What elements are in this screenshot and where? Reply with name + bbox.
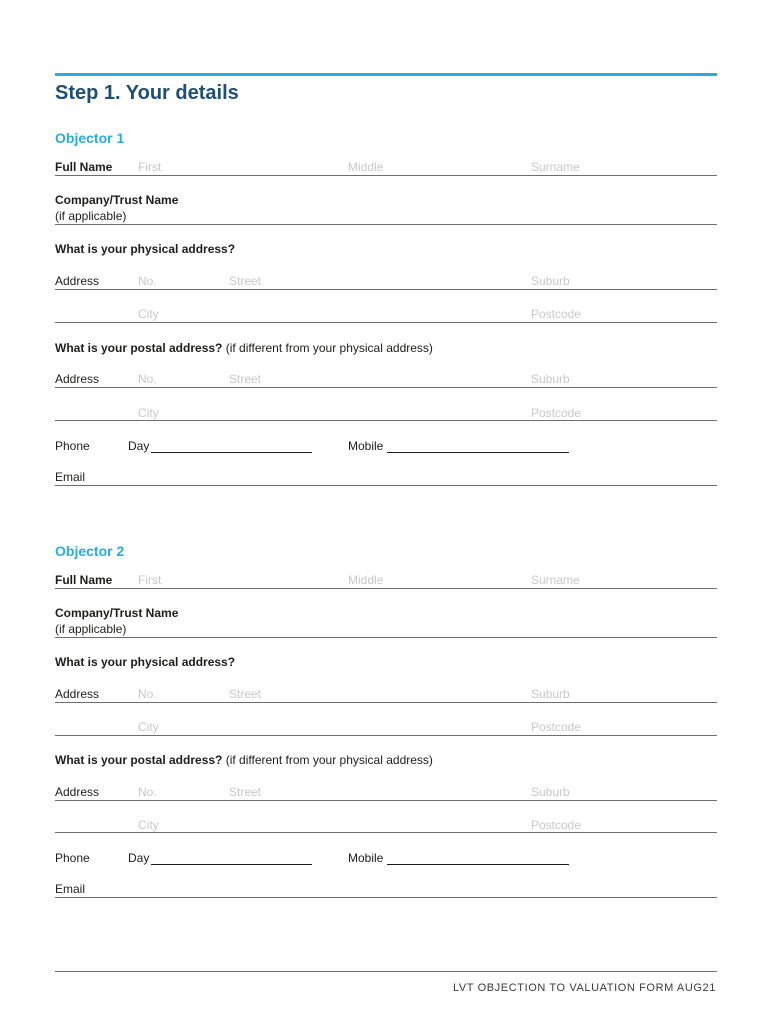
company-field[interactable] [200, 603, 717, 637]
postal-address-label: Address [55, 785, 100, 799]
middle-name-placeholder: Middle [348, 573, 384, 587]
street-no-placeholder: No. [138, 274, 157, 288]
address-line [55, 702, 717, 703]
email-line [55, 485, 717, 486]
surname-placeholder: Surname [531, 573, 580, 587]
header-rule [55, 73, 717, 76]
form-footer: LVT OBJECTION TO VALUATION FORM AUG21 [452, 982, 716, 994]
mobile-label: Mobile [348, 439, 384, 453]
postcode-placeholder: Postcode [531, 307, 582, 321]
first-name-field[interactable] [134, 569, 338, 589]
postal-postcode-placeholder: Postcode [531, 406, 582, 420]
postal-address-label: Address [55, 372, 100, 386]
street-field[interactable] [225, 683, 523, 703]
city-placeholder: City [138, 720, 159, 734]
first-name-placeholder: First [138, 160, 162, 174]
postal-address-line [55, 800, 717, 801]
postal-city-line [55, 420, 717, 421]
postal-city-line [55, 832, 717, 833]
day-phone-field[interactable] [151, 434, 312, 452]
street-field[interactable] [225, 270, 523, 290]
full-name-label: Full Name [55, 160, 113, 174]
objector-2-heading: Objector 2 [55, 543, 125, 559]
day-phone-line [151, 864, 312, 865]
postal-city-placeholder: City [138, 406, 159, 420]
objector-1-heading: Objector 1 [55, 130, 125, 146]
first-name-field[interactable] [134, 156, 338, 176]
mobile-field[interactable] [387, 434, 569, 452]
city-line [55, 735, 717, 736]
city-placeholder: City [138, 307, 159, 321]
address-line [55, 289, 717, 290]
postcode-field[interactable] [527, 303, 717, 323]
first-name-placeholder: First [138, 573, 162, 587]
email-label: Email [55, 470, 86, 484]
day-phone-label: Day [128, 851, 150, 865]
street-no-placeholder: No. [138, 687, 157, 701]
email-field[interactable] [100, 878, 717, 897]
company-label: Company/Trust Name [55, 606, 179, 620]
postal-street-no-placeholder: No. [138, 372, 157, 386]
postal-city-placeholder: City [138, 818, 159, 832]
postal-postcode-field[interactable] [527, 814, 717, 834]
full-name-line [55, 175, 717, 176]
mobile-field[interactable] [387, 846, 569, 864]
mobile-label: Mobile [348, 851, 384, 865]
postal-suburb-placeholder: Suburb [531, 372, 570, 386]
phone-label: Phone [55, 851, 90, 865]
email-field[interactable] [100, 466, 717, 485]
suburb-placeholder: Suburb [531, 274, 570, 288]
surname-placeholder: Surname [531, 160, 580, 174]
postal-address-line [55, 387, 717, 388]
postal-street-placeholder: Street [229, 372, 262, 386]
phone-label: Phone [55, 439, 90, 453]
mobile-line [387, 452, 569, 453]
city-field[interactable] [134, 716, 523, 736]
postal-suburb-placeholder: Suburb [531, 785, 570, 799]
email-line [55, 897, 717, 898]
company-field[interactable] [200, 190, 717, 224]
suburb-field[interactable] [527, 683, 717, 703]
street-no-field[interactable] [134, 683, 219, 703]
postal-street-field[interactable] [225, 781, 523, 801]
postal-address-question: What is your postal address? (if different from your physical address) [55, 753, 433, 767]
postal-city-field[interactable] [134, 814, 523, 834]
postal-street-field[interactable] [225, 368, 523, 388]
mobile-line [387, 864, 569, 865]
postal-street-placeholder: Street [229, 785, 262, 799]
day-phone-line [151, 452, 312, 453]
address-label: Address [55, 687, 100, 701]
footer-rule [55, 971, 717, 972]
postal-postcode-field[interactable] [527, 402, 717, 422]
physical-address-question: What is your physical address? [55, 655, 236, 669]
postcode-placeholder: Postcode [531, 720, 582, 734]
page-title: Step 1. Your details [55, 82, 239, 104]
postal-suburb-field[interactable] [527, 781, 717, 801]
street-placeholder: Street [229, 274, 262, 288]
postal-postcode-placeholder: Postcode [531, 818, 582, 832]
street-no-field[interactable] [134, 270, 219, 290]
postal-street-no-field[interactable] [134, 368, 219, 388]
city-line [55, 322, 717, 323]
middle-name-field[interactable] [344, 569, 524, 589]
suburb-field[interactable] [527, 270, 717, 290]
surname-field[interactable] [527, 156, 717, 176]
company-note: (if applicable) [55, 622, 127, 636]
company-note: (if applicable) [55, 209, 127, 223]
day-phone-label: Day [128, 439, 150, 453]
day-phone-field[interactable] [151, 846, 312, 864]
full-name-line [55, 588, 717, 589]
physical-address-question: What is your physical address? [55, 242, 236, 256]
suburb-placeholder: Suburb [531, 687, 570, 701]
postal-city-field[interactable] [134, 402, 523, 422]
company-line [55, 224, 717, 225]
postal-suburb-field[interactable] [527, 368, 717, 388]
postcode-field[interactable] [527, 716, 717, 736]
surname-field[interactable] [527, 569, 717, 589]
city-field[interactable] [134, 303, 523, 323]
email-label: Email [55, 882, 86, 896]
address-label: Address [55, 274, 100, 288]
street-placeholder: Street [229, 687, 262, 701]
middle-name-placeholder: Middle [348, 160, 384, 174]
postal-street-no-placeholder: No. [138, 785, 157, 799]
postal-address-question: What is your postal address? (if different from your physical address) [55, 341, 433, 355]
company-line [55, 637, 717, 638]
company-label: Company/Trust Name [55, 193, 179, 207]
postal-street-no-field[interactable] [134, 781, 219, 801]
middle-name-field[interactable] [344, 156, 524, 176]
full-name-label: Full Name [55, 573, 113, 587]
